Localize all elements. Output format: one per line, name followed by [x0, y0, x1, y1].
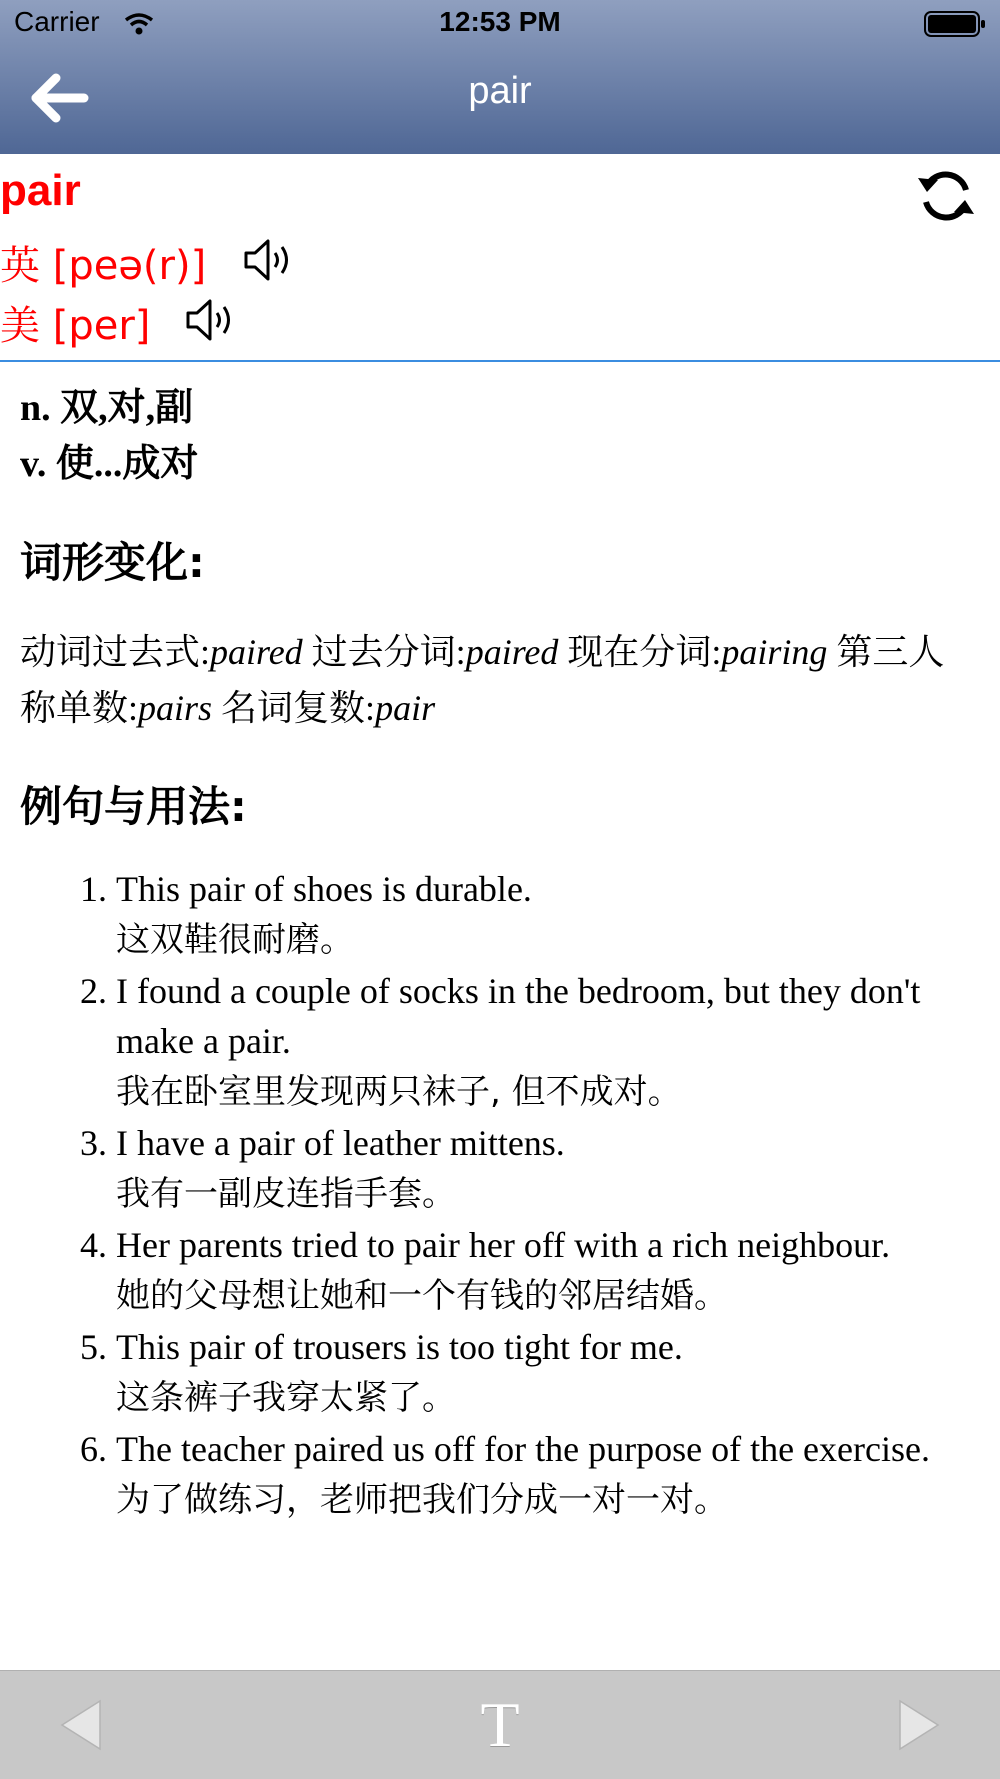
example-english: 4. Her parents tried to pair her off with a rich neighbour. [116, 1225, 891, 1265]
example-item [116, 1322, 980, 1424]
word-forms-title: 词形变化: [20, 538, 205, 587]
example-item [116, 966, 980, 1118]
example-item [116, 864, 980, 966]
example-chinese: 这双鞋很耐磨。 [116, 920, 354, 960]
example-item [116, 1424, 980, 1526]
form-value: paired [465, 632, 559, 672]
definitions [20, 380, 980, 492]
example-english: 2. I found a couple of socks in the bedroom, but they don't make a pair. [116, 971, 921, 1061]
carrier-label: Carrier [14, 6, 100, 37]
word-header [0, 154, 1000, 362]
example-item [116, 1118, 980, 1220]
text-size-button[interactable]: T [480, 1689, 520, 1760]
pronunciation-uk: 英 [peə(r)] [0, 243, 207, 289]
example-english: 6. The teacher paired us off for the purpose of the exercise. [116, 1429, 930, 1469]
form-label: 过去分词: [311, 632, 466, 672]
example-english: 5. This pair of trousers is too tight for me. [116, 1327, 683, 1367]
previous-triangle-icon[interactable] [46, 1693, 116, 1757]
form-label: 第三人称单数: [20, 632, 945, 728]
word-forms [20, 624, 980, 736]
form-label: 动词过去式: [20, 632, 211, 672]
nav-title: pair [468, 70, 532, 112]
example-chinese: 我有一副皮连指手套。 [116, 1174, 456, 1214]
example-chinese: 这条裤子我穿太紧了。 [116, 1378, 456, 1418]
example-chinese: 为了做练习，老师把我们分成一对一对。 [116, 1480, 728, 1520]
form-value: paired [210, 632, 303, 672]
pronunciation-us: 美 [per] [0, 303, 151, 349]
form-value: pair [375, 688, 436, 728]
status-time: 12:53 PM [439, 6, 561, 37]
navigation-bar [0, 50, 1000, 154]
battery-icon [924, 10, 986, 38]
refresh-icon[interactable] [914, 164, 978, 228]
definition-noun: n. 双,对,副 [20, 387, 194, 429]
speaker-uk-icon[interactable] [242, 235, 298, 285]
example-english: 1. This pair of shoes is durable. [116, 869, 532, 909]
definition-content [20, 380, 980, 1526]
example-item [116, 1220, 980, 1322]
example-chinese: 我在卧室里发现两只袜子, 但不成对。 [116, 1072, 682, 1112]
example-chinese: 她的父母想让她和一个有钱的邻居结婚。 [116, 1276, 728, 1316]
form-value: pairing [721, 632, 828, 672]
form-label: 名词复数: [221, 688, 376, 728]
speaker-us-icon[interactable] [184, 295, 240, 345]
examples-list [20, 864, 980, 1526]
form-label: 现在分词: [567, 632, 722, 672]
top-bar [0, 0, 1000, 154]
definition-verb: v. 使...成对 [20, 443, 199, 485]
form-value: pairs [138, 688, 213, 728]
next-triangle-icon[interactable] [884, 1693, 954, 1757]
status-bar [0, 0, 1000, 50]
example-english: 3. I have a pair of leather mittens. [116, 1123, 565, 1163]
examples-title: 例句与用法: [20, 782, 247, 831]
bottom-toolbar [0, 1670, 1000, 1779]
headword: pair [0, 166, 81, 215]
